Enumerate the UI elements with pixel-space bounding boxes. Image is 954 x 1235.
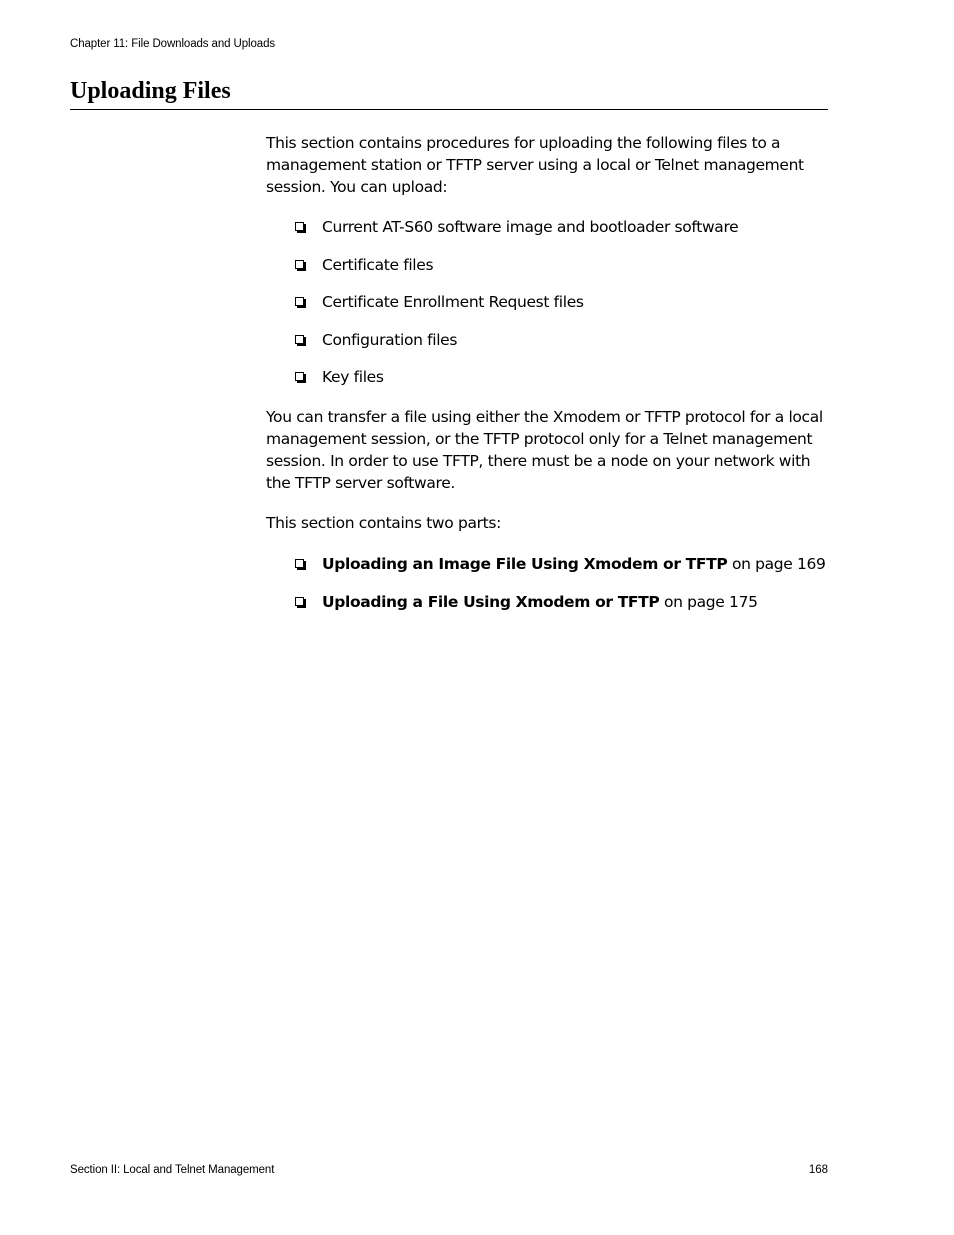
list-item: Certificate files xyxy=(266,254,836,276)
intro-paragraph: This section contains procedures for uploading the following files to a management station or TFTP server using a local or Telnet management session. You can upload: xyxy=(266,134,804,196)
checkbox-bullet-icon xyxy=(295,335,304,344)
list-item: Key files xyxy=(266,366,836,388)
body-content xyxy=(266,132,836,628)
transfer-paragraph: You can transfer a file using either the Xmodem or TFTP protocol for a local management session, or the TFTP protocol only for a Telnet management session. In order to use TFTP, there must be a node on your network with the TFTP server software. xyxy=(266,408,823,492)
list-item: Current AT-S60 software image and bootloader software xyxy=(266,216,836,238)
upload-file-list xyxy=(266,216,836,388)
page-number: 168 xyxy=(808,1164,828,1176)
part-page-ref: on page 175 xyxy=(659,592,758,611)
page-title: Uploading Files xyxy=(70,76,828,110)
part-link-image-upload[interactable] xyxy=(266,553,836,575)
part-title[interactable]: Uploading an Image File Using Xmodem or TFTP xyxy=(322,555,728,573)
checkbox-bullet-icon xyxy=(295,559,304,568)
checkbox-bullet-icon xyxy=(295,222,304,231)
parts-intro: This section contains two parts: xyxy=(266,514,501,532)
running-footer: Section II: Local and Telnet Management xyxy=(70,1164,275,1176)
list-item: Certificate Enrollment Request files xyxy=(266,291,836,313)
part-title[interactable]: Uploading a File Using Xmodem or TFTP xyxy=(322,592,660,611)
checkbox-bullet-icon xyxy=(295,260,304,269)
list-item: Configuration files xyxy=(266,329,836,351)
checkbox-bullet-icon xyxy=(295,297,304,306)
running-header: Chapter 11: File Downloads and Uploads xyxy=(70,38,276,50)
checkbox-bullet-icon xyxy=(295,597,304,606)
checkbox-bullet-icon xyxy=(295,372,304,381)
part-link-file-upload[interactable] xyxy=(266,591,836,613)
part-page-ref: on page 169 xyxy=(727,555,826,573)
section-parts-list xyxy=(266,553,836,613)
